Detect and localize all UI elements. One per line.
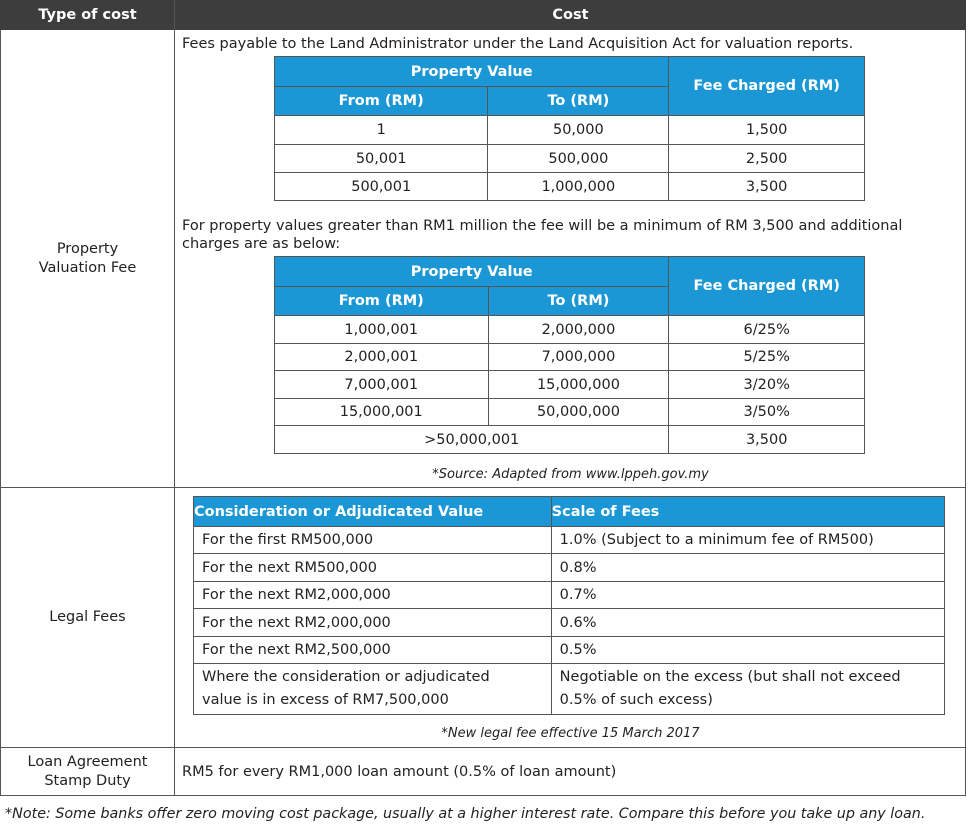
fee-cell: 3,500	[669, 426, 865, 454]
fee-cell: 0.5%	[551, 637, 944, 664]
from-cell: 1,000,001	[275, 316, 489, 344]
table-row	[275, 316, 865, 344]
header-type-of-cost: Type of cost	[0, 0, 175, 30]
group-header: Property Value	[275, 257, 669, 287]
table-row	[275, 173, 865, 201]
table-row	[194, 609, 945, 637]
stamp-label: Loan Agreement Stamp Duty	[27, 754, 148, 789]
from-cell: 500,001	[275, 173, 488, 201]
fee-cell: 5/25%	[669, 344, 865, 371]
from-header: From (RM)	[275, 87, 488, 116]
to-header: To (RM)	[488, 87, 669, 116]
valuation-intro: Fees payable to the Land Administrator under the Land Acquisition Act for valuation reports.	[182, 36, 854, 52]
table-row	[194, 527, 945, 554]
group-header: Property Value	[275, 57, 669, 87]
fee-cell: 3/50%	[669, 399, 865, 426]
valuation-more-intro: For property values greater than RM1 million the fee will be a minimum of RM 3,500 and additional charges are as below:	[182, 218, 903, 252]
valuation-source: *Source: Adapted from www.lppeh.gov.my	[432, 467, 709, 482]
table-row	[275, 344, 865, 371]
value-cell: For the next RM2,000,000	[194, 582, 552, 609]
from-cell: 7,000,001	[275, 371, 489, 399]
to-cell: 1,000,000	[488, 173, 669, 201]
to-cell: 2,000,000	[488, 316, 669, 344]
fee-cell: 0.8%	[551, 554, 944, 582]
header-cost: Cost	[175, 0, 966, 30]
from-cell: 1	[275, 116, 488, 145]
value-cell: Where the consideration or adjudicated value is in excess of RM7,500,000	[194, 664, 552, 715]
table-row	[275, 145, 865, 173]
table-row	[194, 637, 945, 664]
to-cell: 50,000	[488, 116, 669, 145]
fee-header: Fee Charged (RM)	[669, 257, 865, 316]
value-cell: For the next RM500,000	[194, 554, 552, 582]
valuation-label: Property Valuation Fee	[38, 240, 137, 276]
from-cell: 50,001	[275, 145, 488, 173]
fee-cell: 6/25%	[669, 316, 865, 344]
fee-cell: 0.7%	[551, 582, 944, 609]
fee-cell: 2,500	[669, 145, 865, 173]
legal-label: Legal Fees	[49, 609, 126, 625]
from-cell: 2,000,001	[275, 344, 489, 371]
scale-header: Scale of Fees	[551, 497, 944, 527]
table-row	[275, 116, 865, 145]
table-row	[194, 554, 945, 582]
from-cell: 15,000,001	[275, 399, 489, 426]
valuation-table-2	[274, 256, 865, 454]
footnote: *Note: Some banks offer zero moving cost package, usually at a higher interest rate. Compare this before you take up any loan.	[5, 806, 926, 822]
table-row	[275, 399, 865, 426]
to-cell: 500,000	[488, 145, 669, 173]
stamp-duty-text: RM5 for every RM1,000 loan amount (0.5% of loan amount)	[182, 764, 617, 780]
to-cell: 7,000,000	[488, 344, 669, 371]
range-cell: >50,000,001	[275, 426, 669, 454]
valuation-table-1	[274, 56, 865, 201]
value-cell: For the next RM2,000,000	[194, 609, 552, 637]
table-row	[275, 426, 865, 454]
to-header: To (RM)	[488, 287, 669, 316]
fee-header: Fee Charged (RM)	[669, 57, 865, 116]
consideration-header: Consideration or Adjudicated Value	[194, 497, 552, 527]
legal-note: *New legal fee effective 15 March 2017	[441, 726, 700, 741]
to-cell: 50,000,000	[488, 399, 669, 426]
table-row	[194, 664, 945, 715]
from-header: From (RM)	[275, 287, 489, 316]
fee-cell: Negotiable on the excess (but shall not exceed 0.5% of such excess)	[551, 664, 944, 715]
to-cell: 15,000,000	[488, 371, 669, 399]
value-cell: For the first RM500,000	[194, 527, 552, 554]
fee-cell: 1.0% (Subject to a minimum fee of RM500)	[551, 527, 944, 554]
fee-cell: 3,500	[669, 173, 865, 201]
legal-fees-table	[193, 496, 945, 715]
fee-cell: 0.6%	[551, 609, 944, 637]
fee-cell: 3/20%	[669, 371, 865, 399]
value-cell: For the next RM2,500,000	[194, 637, 552, 664]
table-row	[194, 582, 945, 609]
fee-cell: 1,500	[669, 116, 865, 145]
table-row	[275, 371, 865, 399]
